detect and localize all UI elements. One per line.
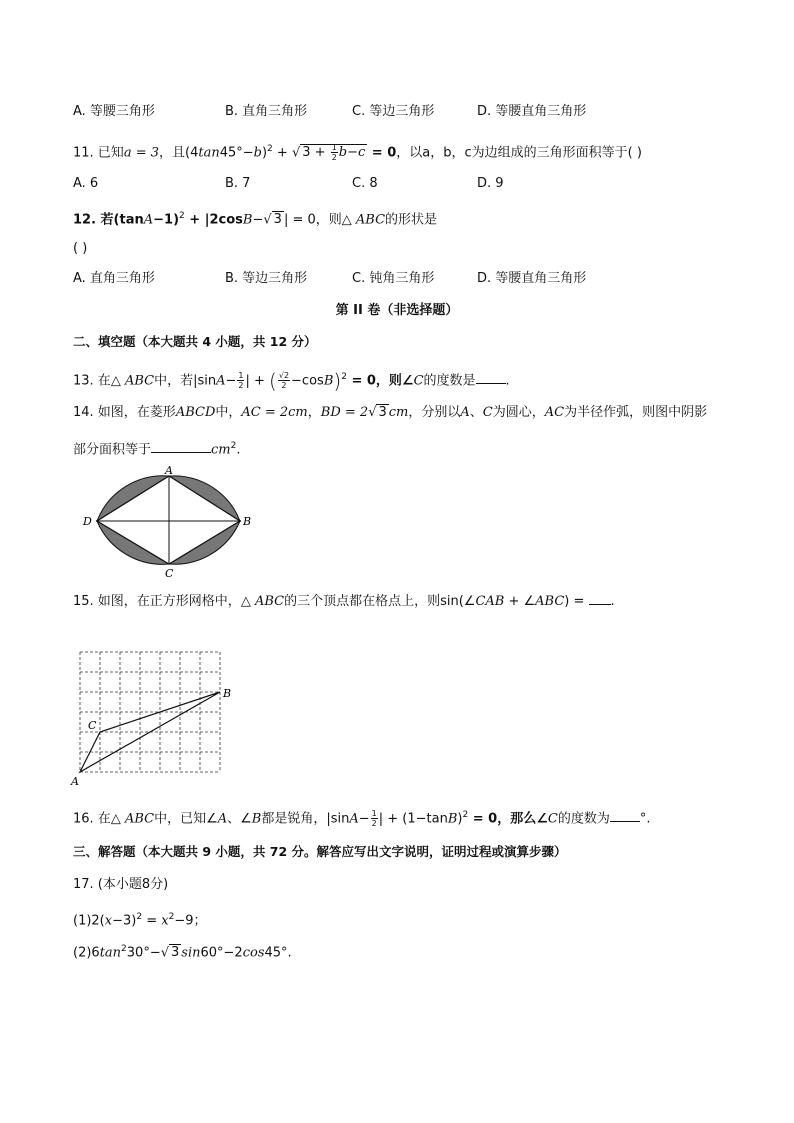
q16-stem: 16. 在△ ABC中，已知∠A、∠B都是锐角，|sinA− $\frac{1}{2}$ | + $(1-\tan B)^2 = 0$，那么∠C的度数为 °.: [73, 809, 651, 829]
q14-stem-line2: 部分面积等于 $cm^2$.: [73, 441, 241, 458]
label-c: C: [88, 719, 97, 732]
section-2-title: 第 II 卷（非选择题）: [335, 303, 459, 318]
fill-in-heading: 二、填空题（本大题共 4 小题，共 12 分）: [73, 334, 317, 349]
grid-figure: [68, 645, 243, 790]
q12-options: [73, 270, 733, 288]
label-a: A: [71, 775, 79, 788]
solve-heading: 三、解答题（本大题共 9 小题，共 72 分。解答应写出文字说明，证明过程或演算步骤）: [73, 844, 567, 859]
q15-answer-blank: [589, 592, 611, 605]
q17-title: 17. (本小题8分): [73, 877, 169, 892]
q12-option-c: C. 钝角三角形: [352, 271, 435, 286]
triangle-abc: [80, 692, 220, 772]
q10-option-b: B. 直角三角形: [225, 104, 308, 119]
q10-option-d: D. 等腰直角三角形: [477, 104, 587, 119]
q17-part1: $(1)2(x-3)^2 = x^2-9$；: [73, 912, 207, 929]
q10-option-c: C. 等边三角形: [352, 104, 435, 119]
q11-options: [73, 175, 733, 193]
q11-option-a: A. 6: [73, 176, 99, 191]
q15-stem: 15. 如图，在正方形网格中，△ ABC的三个顶点都在格点上，则sin(∠CAB + ∠ABC) = .: [73, 594, 615, 609]
q17-part2: $(2)6\tan^230^\circ-√$ 3 sin60°−2cos45°.: [73, 944, 292, 961]
q10-option-a: A. 等腰三角形: [73, 104, 155, 119]
q12-stem: 12. 若$(\tan A-1)^2 + |2\cos B-√$ 3 | = 0，则△ ABC的形状是: [73, 211, 438, 228]
label-b: B: [243, 515, 252, 528]
rhombus-figure: [78, 463, 258, 583]
q10-options: [73, 103, 733, 121]
q16-answer-blank: [610, 809, 640, 822]
q12-answer-paren: ( ): [73, 241, 88, 256]
q12-option-a: A. 直角三角形: [73, 271, 155, 286]
q12-option-d: D. 等腰直角三角形: [477, 271, 587, 286]
q11-stem: 11. 已知a = 3，且$(4\tan 45^\circ-b)^2$ + √ 3 + $\frac{1}{2}$ b−c = 0，以a，b，c为边组成的三角形面积等于( ): [73, 143, 642, 163]
q11-sqrt-symbol: √: [291, 145, 301, 161]
q11-option-b: B. 7: [225, 176, 251, 191]
q11-sqrt-body: 3 + $\frac{1}{2}$ b−c: [302, 143, 366, 163]
q13-stem: 13. 在△ ABC中，若|sinA− $\frac{1}{2}$ | + ( $\frac{√2}{2}$ −cosB)$^2$ = 0，则∠C的度数是 .: [73, 368, 510, 393]
label-d: D: [83, 515, 92, 528]
q14-answer-blank: [151, 440, 211, 453]
label-c: C: [165, 567, 174, 580]
label-a: A: [165, 464, 173, 477]
q12-option-b: B. 等边三角形: [225, 271, 308, 286]
q11-option-c: C. 8: [352, 176, 378, 191]
q11-half: $\frac{1}{2}$: [331, 143, 337, 163]
q11-option-d: D. 9: [477, 176, 504, 191]
label-b: B: [223, 687, 232, 700]
q14-stem-line1: 14. 如图，在菱形ABCD中，AC = 2cm，BD = 2√ 3 cm，分别以A、C为圆心，AC为半径作弧，则图中阴影: [73, 405, 708, 420]
q13-answer-blank: [476, 371, 506, 384]
square-grid: [80, 652, 220, 772]
